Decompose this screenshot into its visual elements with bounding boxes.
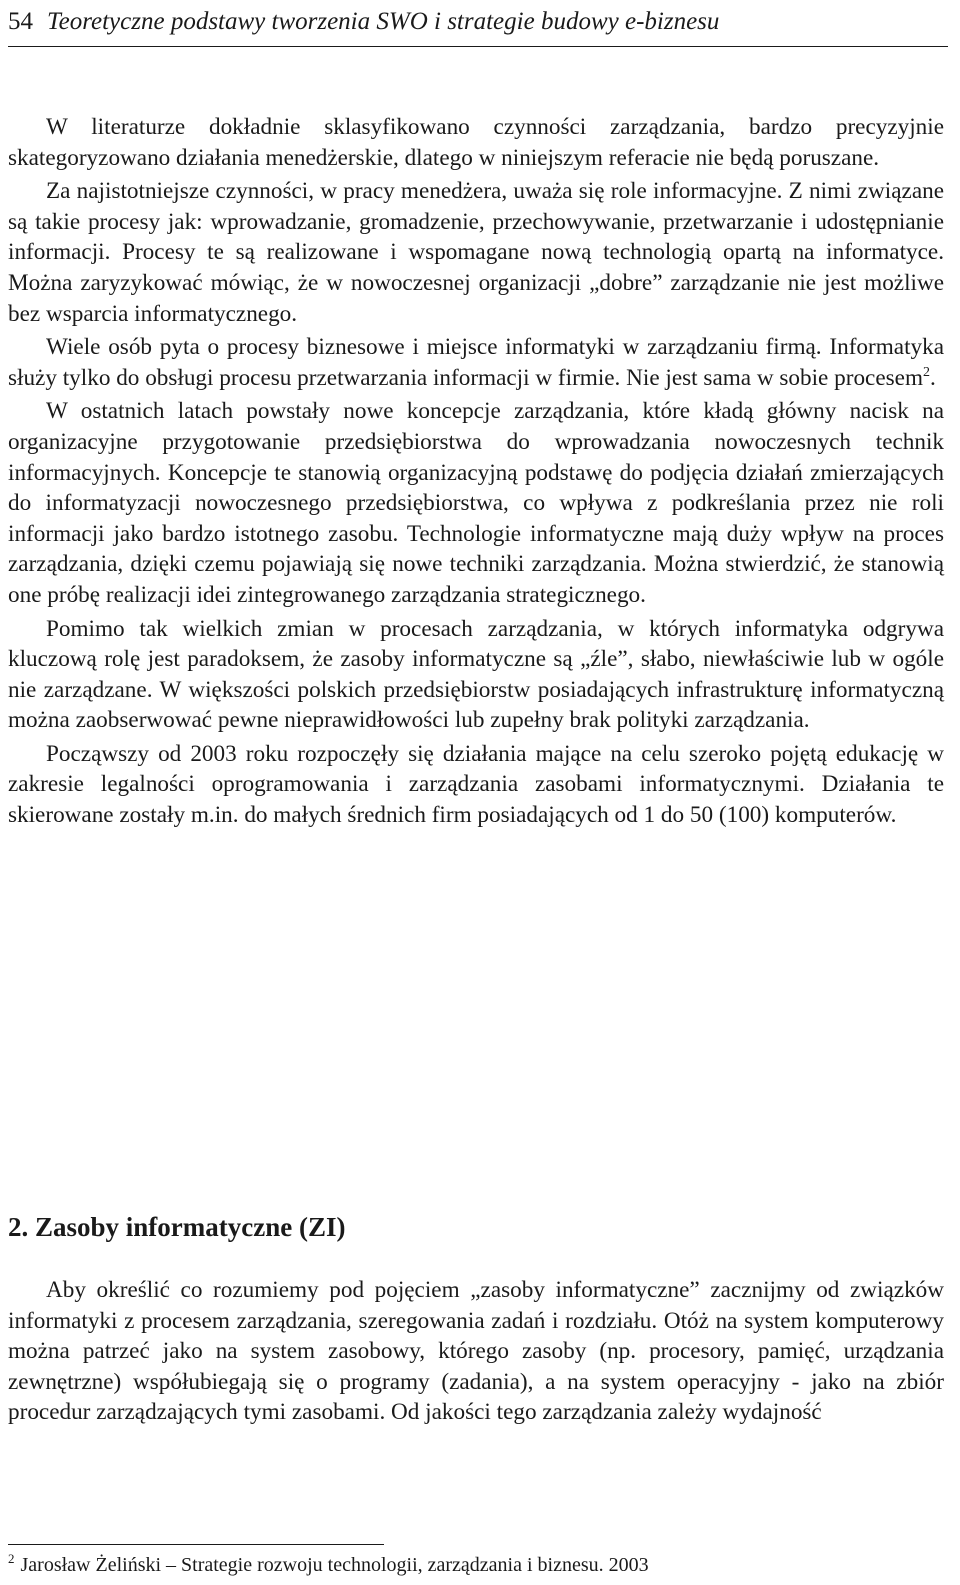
footnote — [8, 1552, 948, 1578]
section-text — [8, 1275, 944, 1428]
paragraph-6: Począwszy od 2003 roku rozpoczęły się działania mające na celu szeroko pojętą edukację w zakresie legalności oprogramowania i zarządzania zasobami informatycznymi. Działania te skierowane zostały m.in. do małych średnich firm posiadających od 1 do 50 (100) komputerów. — [8, 740, 944, 829]
paragraph-2: Za najistotniejsze czynności, w pracy menedżera, uważa się role informacyjne. Z nimi związane są takie procesy jak: wprowadzanie, gromadzenie, przechowywanie, przetwarzanie i udostępnianie informacji. Procesy te są realizowane i wspomagane nową technologią opartą na informatyce. Można zaryzykować mówiąc, że w nowoczesnej organizacji „dobre” zarządzanie nie jest możliwe bez wsparcia informatycznego. — [8, 178, 944, 327]
paragraph-3-text: Wiele osób pyta o procesy biznesowe i miejsce informatyki w zarządzaniu firmą. Informatyka służy tylko do obsługi procesu przetwarzania informacji w firmie. Nie jest sama w sobie procesem — [8, 334, 944, 391]
paragraph-3 — [8, 332, 944, 393]
paragraph-3-end: . — [930, 364, 936, 391]
footnote-text: Jarosław Żeliński – Strategie rozwoju technologii, zarządzania i biznesu. 2003 — [20, 1554, 649, 1576]
paragraph-5: Pomimo tak wielkich zmian w procesach zarządzania, w których informatyka odgrywa kluczową rolę jest paradoksem, że zasoby informatyczne są „źle”, słabo, niewłaściwie lub w ogóle nie zarządzane. W większości polskich przedsiębiorstw posiadających infrastrukturę informatyczną można zaobserwować pewne nieprawidłowości lub zupełny brak polityki zarządzania. — [8, 615, 944, 734]
section-paragraph-1: Aby określić co rozumiemy pod pojęciem „zasoby informatyczne” zacznijmy od związków informatyki z procesem zarządzania, szeregowania zadań i rozdziału. Otóż na system komputerowy można patrzeć jako na system zasobowy, którego zasoby (np. procesory, pamięć, urządzania zewnętrzne) współubiegają się o programy (zadania), a na system operacyjny - jako na zbiór procedur zarządzających tymi zasobami. Od jakości tego zarządzania zależy wydajność — [8, 1277, 944, 1426]
running-head-title: Teoretyczne podstawy tworzenia SWO i strategie budowy e-biznesu — [47, 8, 720, 35]
footnote-divider — [8, 1544, 384, 1545]
paragraph-4: W ostatnich latach powstały nowe koncepcje zarządzania, które kładą główny nacisk na organizacyjne przygotowanie przedsiębiorstwa do wprowadzania nowoczesnych technik informacyjnych. Koncepcje te stanowią organizacyjną podstawę do podjęcia działań zmierzających do informatyzacji nowoczesnego przedsiębiorstwa, co wpływa z podkreślania przez nie roli informacji jako bardzo istotnego zasobu. Technologie informatyczne mają duży wpływ na proces zarządzania, dzięki czemu pojawiają się nowe techniki zarządzania. Można stwierdzić, że stanowią one próbę realizacji idei zintegrowanego zarządzania strategicznego. — [8, 398, 944, 608]
paragraph-1: W literaturze dokładnie sklasyfikowano czynności zarządzania, bardzo precyzyjnie skategoryzowano działania menedżerskie, dlatego w niniejszym referacie nie będą poruszane. — [8, 114, 944, 171]
footnote-ref[interactable]: 2 — [923, 364, 930, 380]
footnote-mark: 2 — [8, 1551, 15, 1566]
running-header — [8, 4, 948, 47]
section-heading: 2. Zasoby informatyczne (ZI) — [8, 1212, 346, 1242]
body-text — [8, 112, 944, 834]
page-number: 54 — [8, 8, 33, 35]
